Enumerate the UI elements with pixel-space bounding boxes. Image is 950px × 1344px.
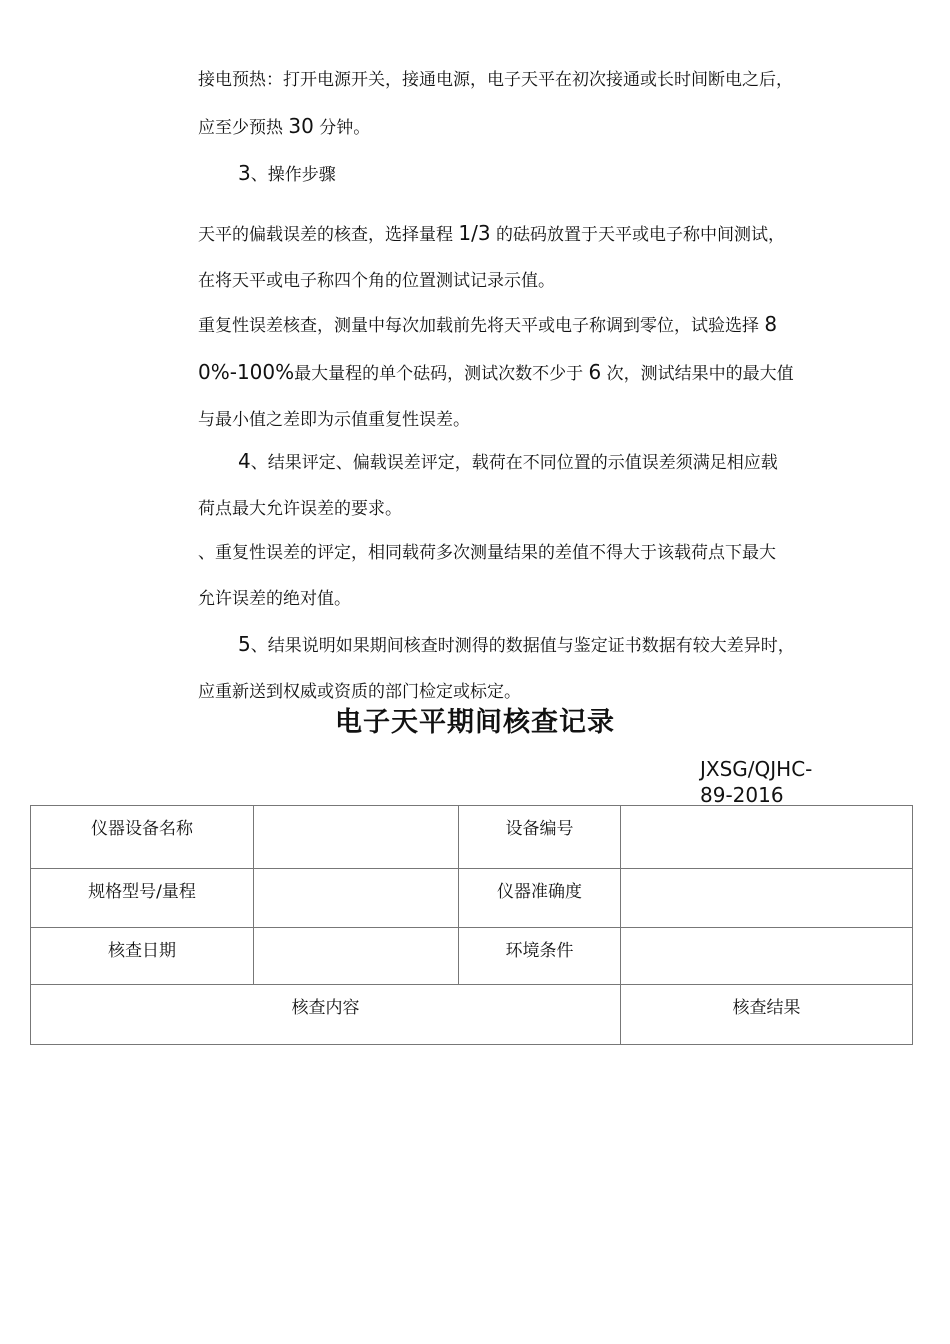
text-line: 5、结果说明如果期间核查时测得的数据值与鉴定证书数据有较大差异时， bbox=[238, 632, 795, 656]
check-record-table bbox=[30, 805, 913, 1045]
text-line: 3、操作步骤 bbox=[238, 161, 336, 185]
table-row bbox=[31, 928, 913, 985]
instrument-name-label: 仪器设备名称 bbox=[31, 806, 254, 869]
text-line: 允许误差的绝对值。 bbox=[198, 589, 351, 609]
repeatability-paragraph bbox=[198, 301, 828, 443]
accuracy-label: 仪器准确度 bbox=[459, 869, 621, 928]
equipment-number-label: 设备编号 bbox=[459, 806, 621, 869]
text-line: 0%-100%最大量程的单个砝码，测试次数不少于 6 次，测试结果中的最大值 bbox=[198, 360, 794, 384]
check-date-cell[interactable] bbox=[254, 928, 459, 985]
document-code bbox=[700, 756, 812, 808]
text-line: 天平的偏载误差的核查，选择量程 1/3 的砝码放置于天平或电子称中间测试， bbox=[198, 221, 785, 245]
environment-cell[interactable] bbox=[621, 928, 913, 985]
model-range-cell[interactable] bbox=[254, 869, 459, 928]
text-line: 应重新送到权威或资质的部门检定或标定。 bbox=[198, 682, 521, 702]
text-line: 在将天平或电子称四个角的位置测试记录示值。 bbox=[198, 271, 555, 291]
document-code-line: 89-2016 bbox=[700, 783, 784, 807]
instrument-name-cell[interactable] bbox=[254, 806, 459, 869]
text-line: 重复性误差核查，测量中每次加载前先将天平或电子称调到零位，试验选择 8 bbox=[198, 312, 778, 336]
check-content-header: 核查内容 bbox=[31, 985, 621, 1045]
table-row bbox=[31, 806, 913, 869]
accuracy-cell[interactable] bbox=[621, 869, 913, 928]
table-row bbox=[31, 985, 913, 1045]
text-line: 接电预热：打开电源开关，接通电源，电子天平在初次接通或长时间断电之后， bbox=[198, 70, 793, 90]
document-code-line: JXSG/QJHC- bbox=[700, 757, 813, 781]
eccentric-error-paragraph bbox=[198, 210, 828, 304]
text-line: 4、结果评定、偏载误差评定，载荷在不同位置的示值误差须满足相应载 bbox=[238, 449, 778, 473]
model-range-label: 规格型号/量程 bbox=[31, 869, 254, 928]
table-row bbox=[31, 869, 913, 928]
record-title: 电子天平期间核查记录 bbox=[335, 707, 615, 738]
text-line: 应至少预热 30 分钟。 bbox=[198, 114, 371, 138]
text-line: 与最小值之差即为示值重复性误差。 bbox=[198, 410, 470, 430]
preheat-paragraph bbox=[198, 57, 828, 151]
environment-label: 环境条件 bbox=[459, 928, 621, 985]
result-evaluation-paragraph bbox=[198, 438, 828, 532]
section-heading-operation-steps bbox=[198, 150, 828, 198]
check-date-label: 核查日期 bbox=[31, 928, 254, 985]
equipment-number-cell[interactable] bbox=[621, 806, 913, 869]
repeatability-evaluation-paragraph bbox=[198, 530, 828, 622]
check-result-header: 核查结果 bbox=[621, 985, 913, 1045]
text-line: 、重复性误差的评定，相同载荷多次测量结果的差值不得大于该载荷点下最大 bbox=[198, 543, 776, 563]
text-line: 荷点最大允许误差的要求。 bbox=[198, 499, 402, 519]
